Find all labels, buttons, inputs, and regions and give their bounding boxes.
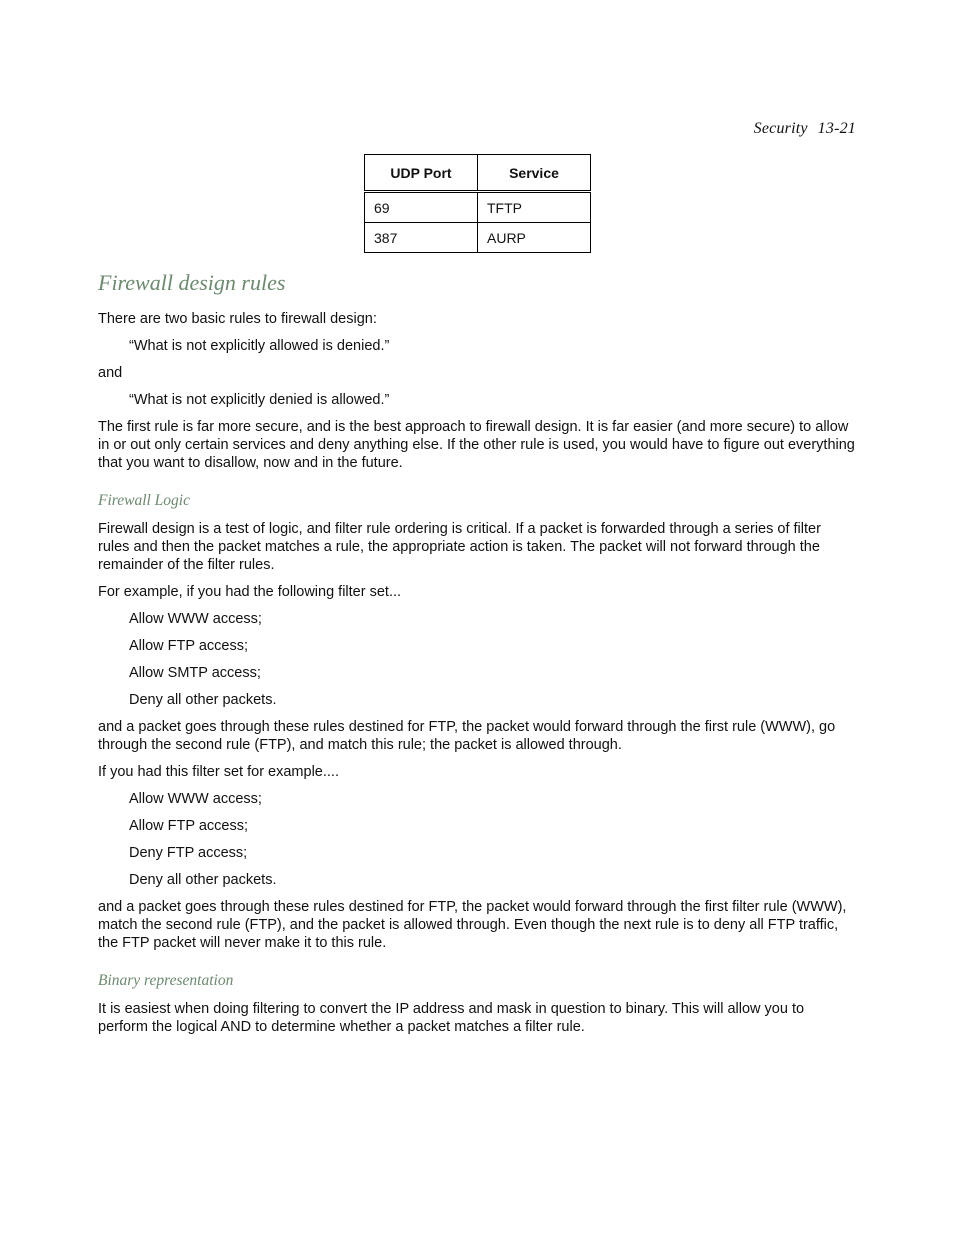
table-cell-service: TFTP	[478, 192, 591, 223]
table-header-row	[365, 155, 591, 192]
rule-quote-2: “What is not explicitly denied is allowed.”	[129, 392, 390, 408]
example2-rule: Deny all other packets.	[129, 872, 277, 888]
table-cell-port: 69	[365, 192, 478, 223]
subsection-title-binary: Binary representation	[98, 972, 234, 989]
example1-result: and a packet goes through these rules destined for FTP, the packet would forward through the first rule (WWW), go through the second rule (FTP), and match this rule; the packet is allowed through.	[98, 719, 836, 753]
example2-rule: Allow WWW access;	[129, 791, 262, 807]
table-cell-port: 387	[365, 223, 478, 253]
logic-paragraph: Firewall design is a test of logic, and filter rule ordering is critical. If a packet is forwarded through a series of filter rules and then the packet matches a rule, the appropriate action is taken. The packet will not forward through the remainder of the filter rules.	[98, 521, 821, 573]
conjunction-text: and	[98, 365, 123, 381]
udp-port-table	[364, 154, 591, 253]
example2-result: and a packet goes through these rules destined for FTP, the packet would forward through the first filter rule (WWW), match the second rule (FTP), and the packet is allowed through. Even though the next rule is to deny all FTP traffic, the FTP packet will never make it to this rule.	[98, 899, 847, 951]
section-title: Firewall design rules	[98, 270, 286, 295]
example1-intro: For example, if you had the following filter set...	[98, 584, 402, 600]
subsection-title-logic: Firewall Logic	[98, 492, 190, 509]
page-number: 13-21	[817, 120, 856, 137]
rule-quote-1: “What is not explicitly allowed is denied.”	[129, 338, 390, 354]
binary-paragraph: It is easiest when doing filtering to convert the IP address and mask in question to binary. This will allow you to perform the logical AND to determine whether a packet matches a filter rule.	[98, 1001, 805, 1035]
example2-rule: Allow FTP access;	[129, 818, 248, 834]
example2-rule: Deny FTP access;	[129, 845, 248, 861]
example1-rule: Allow SMTP access;	[129, 665, 261, 681]
example2-intro: If you had this filter set for example....	[98, 764, 339, 780]
column-header-service: Service	[478, 155, 591, 192]
example1-rule: Allow FTP access;	[129, 638, 248, 654]
example1-rule: Deny all other packets.	[129, 692, 277, 708]
running-head-section: Security	[753, 120, 808, 137]
page-body	[98, 268, 856, 1045]
intro-paragraph: There are two basic rules to firewall design:	[98, 311, 377, 327]
column-header-udp-port: UDP Port	[365, 155, 478, 192]
summary-paragraph: The first rule is far more secure, and is the best approach to firewall design. It is far easier (and more secure) to allow in or out only certain services and deny anything else. If the other rule is used, you would have to figure out everything that you want to disallow, now and in the future.	[98, 419, 855, 471]
table-row	[365, 223, 591, 253]
table-row	[365, 192, 591, 223]
running-head	[754, 120, 856, 138]
table-cell-service: AURP	[478, 223, 591, 253]
example1-rule: Allow WWW access;	[129, 611, 262, 627]
